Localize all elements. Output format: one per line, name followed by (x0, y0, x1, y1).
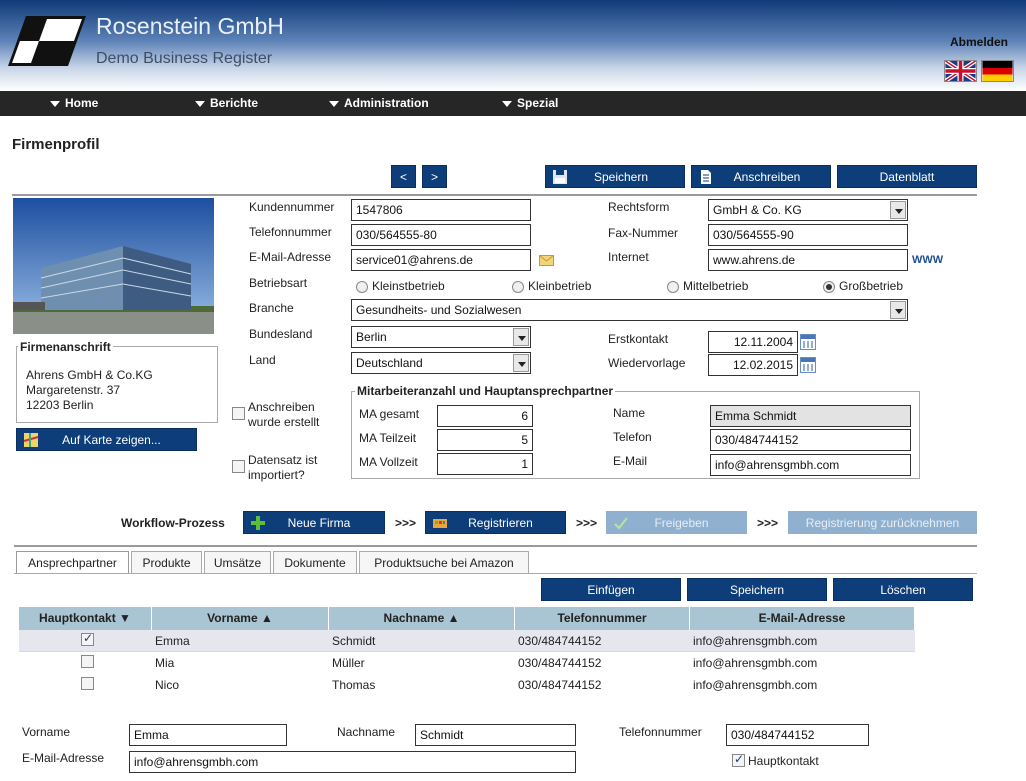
radio-kleinstbetrieb[interactable] (356, 281, 368, 293)
plus-icon (250, 515, 266, 531)
fax-label: Fax-Nummer (608, 226, 679, 240)
nav-home[interactable] (50, 91, 98, 116)
branch-label: Branche (249, 301, 294, 315)
staff-legend: Mitarbeiteranzahl und Hauptansprechpartner (357, 384, 614, 398)
nav-berichte-label: Berichte (210, 96, 259, 110)
address-line-1: Ahrens GmbH & Co.KG (26, 368, 153, 382)
detail-first-name-label: Vorname (22, 725, 71, 739)
staff-part-time-label: MA Teilzeit (359, 431, 417, 445)
column-header-email[interactable]: E-Mail-Adresse (690, 607, 915, 630)
imported-checkbox[interactable] (232, 460, 245, 473)
column-header-phone[interactable]: Telefonnummer (515, 607, 690, 630)
release-button[interactable] (606, 511, 747, 534)
company-type-label: Betriebsart (249, 276, 308, 290)
letter-created-label: Anschreiben (248, 400, 315, 414)
first-contact-field[interactable]: 12.11.2004 (708, 331, 798, 353)
save-contact-button[interactable]: Speichern (687, 578, 827, 601)
checkmark-icon (613, 515, 629, 531)
column-header-first-name[interactable]: Vorname ▲ (152, 607, 329, 630)
company-building-photo (13, 198, 214, 334)
address-line-3: 12203 Berlin (26, 398, 94, 412)
calendar-icon[interactable] (800, 357, 816, 373)
revoke-registration-button[interactable]: Registrierung zurücknehmen (788, 511, 977, 534)
detail-last-name-field[interactable]: Schmidt (415, 724, 576, 746)
phone-field[interactable]: 030/564555-80 (351, 224, 531, 246)
staff-full-time-label: MA Vollzeit (359, 455, 418, 469)
save-button[interactable] (545, 165, 685, 188)
tab-produkte[interactable]: Produkte (131, 551, 202, 573)
table-row[interactable] (19, 674, 915, 696)
legal-form-select[interactable] (708, 199, 908, 221)
divider (12, 194, 977, 196)
chevron-down-icon (50, 101, 60, 107)
workflow-arrow: >>> (395, 516, 417, 530)
cell-last-name: Müller (332, 656, 365, 670)
cell-first-name: Emma (155, 634, 190, 648)
staff-total-field[interactable]: 6 (437, 405, 533, 427)
internet-label: Internet (608, 250, 649, 264)
detail-phone-label: Telefonnummer (619, 725, 702, 739)
save-button-label: Speichern (593, 170, 649, 184)
chevron-down-icon (513, 328, 529, 346)
table-row[interactable] (19, 630, 915, 652)
resubmission-label: Wiedervorlage (608, 356, 686, 370)
prev-record-button[interactable]: < (391, 165, 416, 188)
cell-first-name: Nico (155, 678, 180, 692)
radio-kleinbetrieb-label: Kleinbetrieb (528, 279, 592, 293)
app-header (0, 0, 1026, 91)
english-flag-icon[interactable] (944, 60, 977, 82)
main-contact-email-field[interactable]: info@ahrensgmbh.com (710, 454, 911, 476)
tab-amazon-search[interactable]: Produktsuche bei Amazon (359, 551, 529, 573)
workflow-arrow: >>> (576, 516, 598, 530)
detail-first-name-field[interactable]: Emma (129, 724, 287, 746)
register-label: Registrieren (468, 516, 533, 530)
main-contact-name-label: Name (613, 406, 646, 420)
legal-form-value: GmbH & Co. KG (713, 203, 802, 217)
address-line-2: Margaretenstr. 37 (26, 383, 121, 397)
cell-email: info@ahrensgmbh.com (693, 678, 818, 692)
page-title: Firmenprofil (12, 136, 100, 153)
nav-berichte[interactable] (195, 91, 258, 116)
country-value: Deutschland (356, 356, 423, 370)
radio-grossbetrieb-label: Großbetrieb (839, 279, 904, 293)
phone-label: Telefonnummer (249, 225, 332, 239)
write-letter-label: Anschreiben (733, 170, 801, 184)
cell-first-name: Mia (155, 656, 175, 670)
state-select[interactable] (351, 326, 531, 348)
release-label: Freigeben (654, 516, 709, 530)
nav-spezial-label: Spezial (517, 96, 559, 110)
column-header-last-name[interactable]: Nachname ▲ (329, 607, 515, 630)
calendar-icon[interactable] (800, 334, 816, 350)
cell-phone: 030/484744152 (518, 634, 602, 648)
letter-created-checkbox[interactable] (232, 407, 245, 420)
table-row[interactable] (19, 652, 915, 674)
customer-number-label: Kundennummer (249, 200, 335, 214)
document-icon (698, 169, 714, 185)
first-contact-label: Erstkontakt (608, 332, 669, 346)
tab-umsaetze[interactable]: Umsätze (204, 551, 271, 573)
chevron-down-icon (502, 101, 512, 107)
detail-email-field[interactable]: info@ahrensgmbh.com (129, 751, 576, 773)
email-label: E-Mail-Adresse (249, 250, 332, 264)
state-label: Bundesland (249, 327, 313, 341)
main-contact-checkbox[interactable] (81, 677, 94, 690)
main-contact-email-label: E-Mail (613, 454, 648, 468)
divider (14, 545, 977, 547)
chevron-down-icon (195, 101, 205, 107)
main-navigation (0, 91, 1026, 116)
letter-created-label-2: wurde erstellt (248, 415, 320, 429)
nav-administration-label: Administration (344, 96, 429, 110)
logout-link[interactable]: Abmelden (950, 35, 1009, 49)
internet-field[interactable]: www.ahrens.de (708, 249, 908, 271)
imported-label-2: importiert? (248, 468, 305, 482)
main-contact-phone-field[interactable]: 030/484744152 (710, 429, 911, 451)
nav-administration[interactable] (329, 91, 429, 116)
radio-kleinbetrieb[interactable] (512, 281, 524, 293)
radio-grossbetrieb[interactable] (823, 281, 835, 293)
customer-number-field[interactable]: 1547806 (351, 199, 531, 221)
detail-main-contact-checkbox[interactable] (732, 754, 745, 767)
cell-phone: 030/484744152 (518, 678, 602, 692)
main-contact-checkbox[interactable] (81, 655, 94, 668)
workflow-label: Workflow-Prozess (121, 516, 225, 530)
detail-phone-field[interactable]: 030/484744152 (726, 724, 869, 746)
cell-last-name: Schmidt (332, 634, 376, 648)
show-on-map-button[interactable] (16, 428, 197, 451)
branch-value: Gesundheits- und Sozialwesen (356, 303, 522, 317)
tab-dokumente[interactable]: Dokumente (273, 551, 357, 573)
column-header-main-contact[interactable]: Hauptkontakt ▼ (19, 607, 152, 630)
tab-ansprechpartner[interactable]: Ansprechpartner (16, 551, 129, 574)
imported-label: Datensatz ist (248, 453, 318, 467)
main-contact-checkbox[interactable] (81, 633, 94, 646)
show-on-map-label: Auf Karte zeigen... (62, 433, 161, 447)
company-logo (6, 14, 88, 68)
staff-total-label: MA gesamt (359, 407, 420, 421)
state-value: Berlin (356, 330, 387, 344)
insert-contact-button[interactable]: Einfügen (541, 578, 681, 601)
main-contact-name-field: Emma Schmidt (710, 405, 911, 427)
country-select[interactable] (351, 352, 531, 374)
country-label: Land (249, 353, 276, 367)
cell-phone: 030/484744152 (518, 656, 602, 670)
new-company-button[interactable] (243, 511, 385, 534)
cell-email: info@ahrensgmbh.com (693, 634, 818, 648)
detail-email-label: E-Mail-Adresse (22, 751, 105, 765)
delete-contact-button[interactable]: Löschen (833, 578, 973, 601)
branch-select[interactable] (351, 299, 908, 321)
radio-mittelbetrieb[interactable] (667, 281, 679, 293)
cell-last-name: Thomas (332, 678, 376, 692)
detail-main-contact-label: Hauptkontakt (748, 754, 819, 768)
email-field[interactable]: service01@ahrens.de (351, 249, 531, 271)
envelope-icon[interactable] (539, 255, 554, 266)
app-subtitle: Demo Business Register (96, 50, 273, 67)
next-record-button[interactable]: > (422, 165, 447, 188)
nav-spezial[interactable] (502, 91, 558, 116)
map-icon (23, 432, 39, 448)
legal-form-label: Rechtsform (608, 200, 670, 214)
nav-home-label: Home (65, 96, 99, 110)
radio-kleinstbetrieb-label: Kleinstbetrieb (372, 279, 445, 293)
open-website-link[interactable]: WWW (912, 254, 944, 266)
chevron-down-icon (513, 354, 529, 372)
fax-field[interactable]: 030/564555-90 (708, 224, 908, 246)
datasheet-button[interactable]: Datenblatt (837, 165, 977, 188)
staff-full-time-field[interactable]: 1 (437, 453, 533, 475)
chevron-down-icon (329, 101, 339, 107)
radio-mittelbetrieb-label: Mittelbetrieb (683, 279, 749, 293)
cell-email: info@ahrensgmbh.com (693, 656, 818, 670)
register-icon (432, 515, 448, 531)
staff-part-time-field[interactable]: 5 (437, 429, 533, 451)
write-letter-button[interactable] (691, 165, 831, 188)
floppy-disk-icon (552, 169, 568, 185)
chevron-down-icon (890, 201, 906, 219)
new-company-label: Neue Firma (287, 516, 351, 530)
german-flag-icon[interactable] (981, 60, 1014, 82)
tab-divider (14, 573, 977, 574)
main-contact-phone-label: Telefon (613, 430, 652, 444)
workflow-arrow: >>> (757, 516, 779, 530)
detail-last-name-label: Nachname (337, 725, 396, 739)
resubmission-field[interactable]: 12.02.2015 (708, 354, 798, 376)
company-address-legend: Firmenanschrift (20, 340, 111, 354)
register-button[interactable] (425, 511, 566, 534)
chevron-down-icon (890, 301, 906, 319)
company-name: Rosenstein GmbH (96, 13, 284, 39)
